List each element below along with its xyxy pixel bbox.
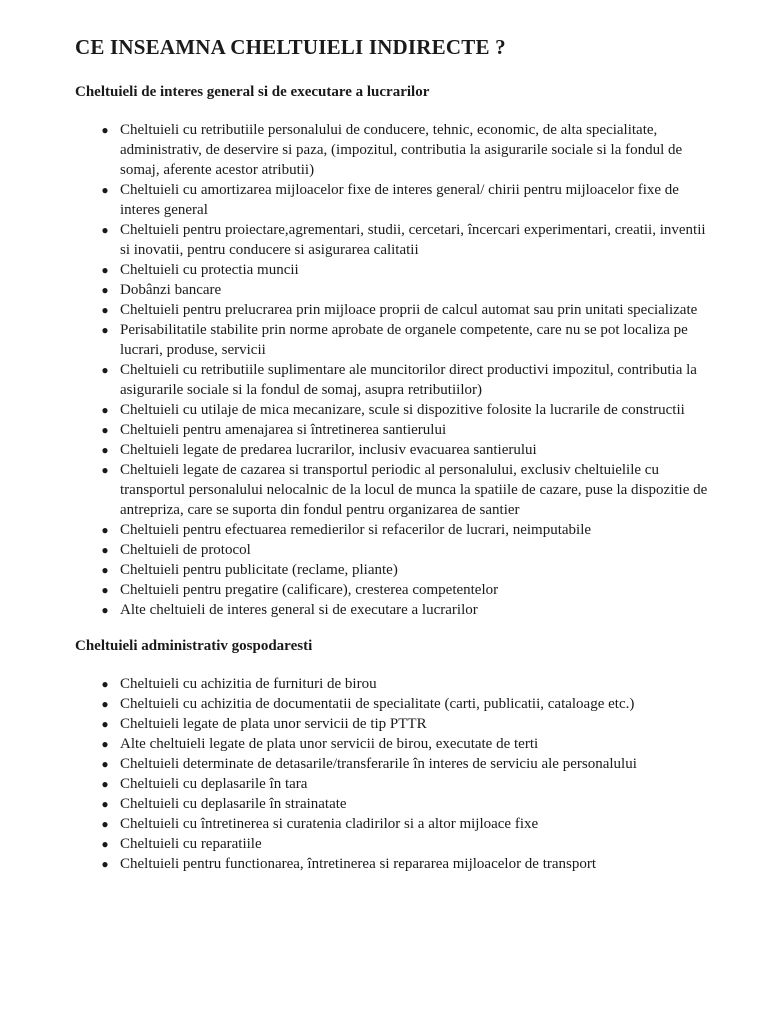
bullet-icon: ●	[101, 717, 109, 731]
general-expenses-list	[75, 120, 708, 620]
list-item	[75, 814, 708, 834]
bullet-icon: ●	[101, 323, 109, 337]
list-item	[75, 714, 708, 734]
bullet-icon: ●	[101, 543, 109, 557]
list-item-text: Cheltuieli legate de cazarea si transportul periodic al personalului, exclusiv cheltuielile cu transportul personalului nelocalnic de la locul de munca la spatiile de cazare, puse la dispozitie de antrepriza, care se suporta din fondul pentru organizarea de santier	[120, 462, 708, 518]
list-item-text: Cheltuieli cu protectia muncii	[120, 262, 299, 278]
bullet-icon: ●	[101, 443, 109, 457]
bullet-icon: ●	[101, 603, 109, 617]
list-item	[75, 460, 708, 520]
list-item	[75, 580, 708, 600]
list-item-text: Cheltuieli pentru efectuarea remedierilor si refacerilor de lucrari, neimputabile	[120, 522, 592, 538]
list-item	[75, 360, 708, 400]
list-item	[75, 420, 708, 440]
list-item	[75, 120, 708, 180]
list-item-text: Cheltuieli cu deplasarile în tara	[120, 776, 308, 792]
list-item-text: Cheltuieli pentru publicitate (reclame, pliante)	[120, 562, 398, 578]
list-item	[75, 220, 708, 260]
list-item-text: Dobânzi bancare	[120, 282, 222, 298]
bullet-icon: ●	[101, 837, 109, 851]
bullet-icon: ●	[101, 463, 109, 477]
list-item-text: Cheltuieli legate de predarea lucrarilor, inclusiv evacuarea santierului	[120, 442, 537, 458]
list-item	[75, 300, 708, 320]
bullet-icon: ●	[101, 757, 109, 771]
bullet-icon: ●	[101, 423, 109, 437]
list-item	[75, 520, 708, 540]
bullet-icon: ●	[101, 797, 109, 811]
list-item-text: Cheltuieli cu întretinerea si curatenia cladirilor si a altor mijloace fixe	[120, 816, 539, 832]
list-item	[75, 440, 708, 460]
list-item-text: Cheltuieli pentru functionarea, întretinerea si repararea mijloacelor de transport	[120, 856, 597, 872]
list-item	[75, 260, 708, 280]
list-item	[75, 320, 708, 360]
list-item-text: Perisabilitatile stabilite prin norme aprobate de organele competente, care nu se pot localiza pe lucrari, produse, servicii	[120, 322, 688, 358]
list-item-text: Cheltuieli pentru amenajarea si întretinerea santierului	[120, 422, 447, 438]
list-item-text: Cheltuieli legate de plata unor servicii de tip PTTR	[120, 716, 427, 732]
bullet-icon: ●	[101, 777, 109, 791]
bullet-icon: ●	[101, 123, 109, 137]
list-item-text: Cheltuieli cu deplasarile în strainatate	[120, 796, 347, 812]
list-item-text: Cheltuieli cu amortizarea mijloacelor fixe de interes general/ chirii pentru mijloacelor fixe de interes general	[120, 182, 679, 218]
list-item	[75, 180, 708, 220]
list-item	[75, 560, 708, 580]
list-item-text: Cheltuieli cu utilaje de mica mecanizare, scule si dispozitive folosite la lucrarile de constructii	[120, 402, 685, 418]
list-item	[75, 694, 708, 714]
list-item-text: Alte cheltuieli de interes general si de executare a lucrarilor	[120, 602, 478, 618]
list-item	[75, 280, 708, 300]
bullet-icon: ●	[101, 857, 109, 871]
list-item-text: Cheltuieli cu reparatiile	[120, 836, 262, 852]
bullet-icon: ●	[101, 677, 109, 691]
list-item-text: Cheltuieli cu achizitia de furnituri de birou	[120, 676, 377, 692]
bullet-icon: ●	[101, 737, 109, 751]
list-item	[75, 674, 708, 694]
list-item-text: Cheltuieli de protocol	[120, 542, 251, 558]
list-item-text: Cheltuieli pentru pregatire (calificare), cresterea competentelor	[120, 582, 499, 598]
page-title: CE INSEAMNA CHELTUIELI INDIRECTE ?	[75, 35, 506, 59]
bullet-icon: ●	[101, 817, 109, 831]
bullet-icon: ●	[101, 523, 109, 537]
section-heading-general: Cheltuieli de interes general si de executare a lucrarilor	[75, 84, 430, 100]
list-item	[75, 794, 708, 814]
bullet-icon: ●	[101, 283, 109, 297]
bullet-icon: ●	[101, 363, 109, 377]
list-item	[75, 834, 708, 854]
section-heading-administrative: Cheltuieli administrativ gospodaresti	[75, 638, 313, 654]
list-item	[75, 754, 708, 774]
list-item-text: Alte cheltuieli legate de plata unor servicii de birou, executate de terti	[120, 736, 539, 752]
list-item	[75, 854, 708, 874]
list-item-text: Cheltuieli pentru prelucrarea prin mijloace proprii de calcul automat sau prin unitati specializate	[120, 302, 698, 318]
list-item-text: Cheltuieli cu retributiile suplimentare ale muncitorilor direct productivi impozitul, contributia la asigurarile sociale si la fondul de somaj, asupra retributiilor)	[120, 362, 697, 398]
list-item-text: Cheltuieli cu retributiile personalului de conducere, tehnic, economic, de alta specialitate, administrativ, de deservire si paza, (impozitul, contributia la asigurarile sociale si la fondul de somaj, aferente acestor atributii)	[120, 122, 683, 178]
list-item	[75, 734, 708, 754]
bullet-icon: ●	[101, 403, 109, 417]
list-item-text: Cheltuieli determinate de detasarile/transferarile în interes de serviciu ale personalului	[120, 756, 637, 772]
list-item-text: Cheltuieli pentru proiectare,agrementari, studii, cercetari, încercari experimentari, creatii, inventii si inovatii, pentru conducere si asigurarea calitatii	[120, 222, 706, 258]
administrative-expenses-list	[75, 674, 708, 874]
bullet-icon: ●	[101, 697, 109, 711]
bullet-icon: ●	[101, 223, 109, 237]
bullet-icon: ●	[101, 583, 109, 597]
list-item-text: Cheltuieli cu achizitia de documentatii de specialitate (carti, publicatii, cataloage etc.)	[120, 696, 635, 712]
list-item	[75, 540, 708, 560]
list-item	[75, 600, 708, 620]
list-item	[75, 400, 708, 420]
list-item	[75, 774, 708, 794]
bullet-icon: ●	[101, 563, 109, 577]
bullet-icon: ●	[101, 263, 109, 277]
bullet-icon: ●	[101, 303, 109, 317]
bullet-icon: ●	[101, 183, 109, 197]
